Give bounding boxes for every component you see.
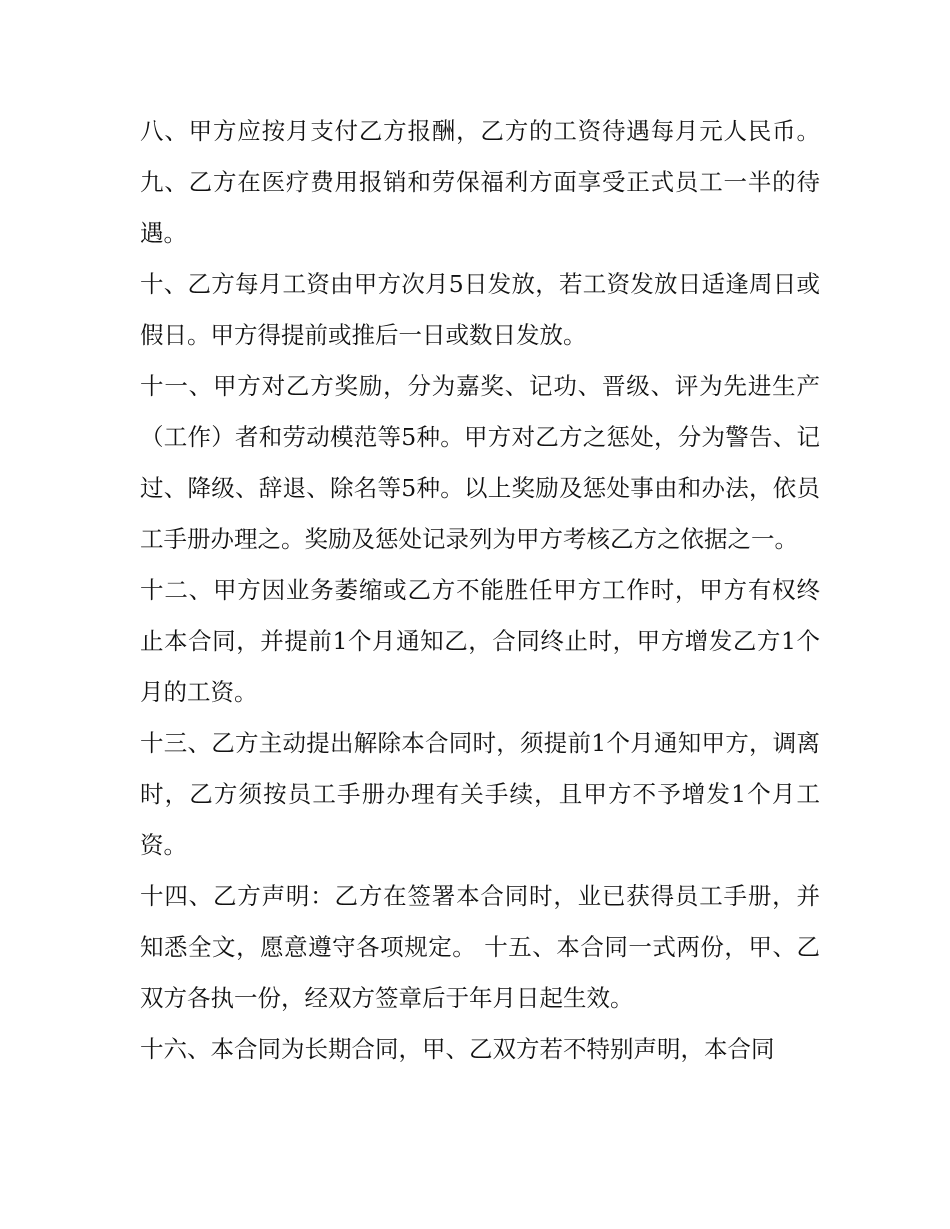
clause-10: 十、乙方每月工资由甲方次月5日发放，若工资发放日适逢周日或假日。甲方得提前或推后一日或数日发放。 xyxy=(140,270,820,349)
clause-16: 十六、本合同为长期合同，甲、乙双方若不特别声明，本合同 xyxy=(140,1035,775,1063)
clause-14-15: 十四、乙方声明：乙方在签署本合同时，业已获得员工手册，并知悉全文，愿意遵守各项规定。 十五、本合同一式两份，甲、乙双方各执一份，经双方签章后于年月日起生效。 xyxy=(140,882,820,1012)
clause-11: 十一、甲方对乙方奖励，分为嘉奖、记功、晋级、评为先进生产（工作）者和劳动模范等5种。甲方对乙方之惩处，分为警告、记过、降级、辞退、除名等5种。以上奖励及惩处事由和办法，依员工手册办理之。奖励及惩处记录列为甲方考核乙方之依据之一。 xyxy=(140,372,820,553)
clause-8-9: 八、甲方应按月支付乙方报酬，乙方的工资待遇每月元人民币。 九、乙方在医疗费用报销和劳保福利方面享受正式员工一半的待遇。 xyxy=(140,117,820,247)
clause-13: 十三、乙方主动提出解除本合同时，须提前1个月通知甲方，调离时，乙方须按员工手册办理有关手续，且甲方不予增发1个月工资。 xyxy=(140,729,820,859)
clause-12: 十二、甲方因业务萎缩或乙方不能胜任甲方工作时，甲方有权终止本合同，并提前1个月通知乙，合同终止时，甲方增发乙方1个月的工资。 xyxy=(140,576,820,706)
contract-body xyxy=(140,106,820,1075)
